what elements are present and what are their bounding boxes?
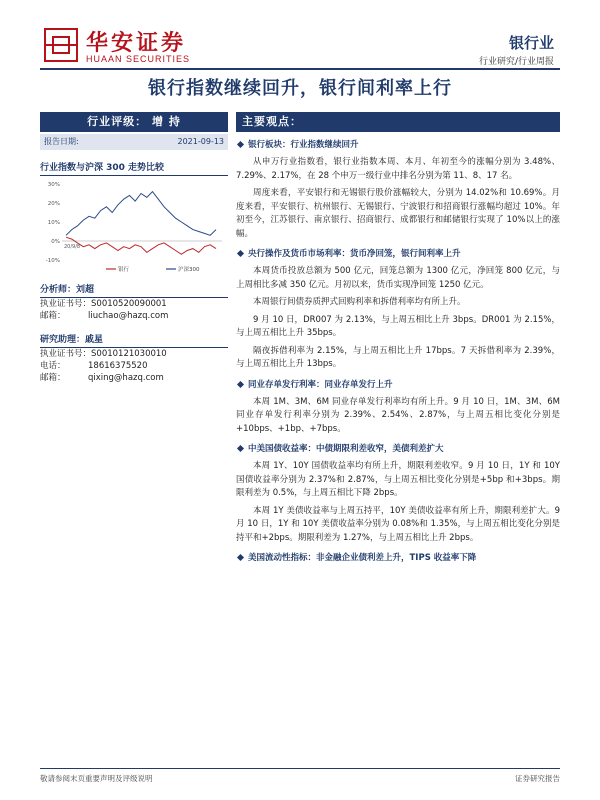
chart-svg	[40, 178, 228, 276]
paragraph: 本周 1Y 美债收益率与上周五持平，10Y 美债收益率有所上升，期限利差扩大。9 月 10 日，1Y 和 10Y 美债收益率分别为 0.08%和 1.35%，与上周五相比变化分别是持平和+2bps。期限利差为 1.27%，与上周五相比上升 2bps。	[236, 505, 560, 543]
section-bond-yield-title: 中美国债收益率：中债期限利差收窄，美债利差扩大	[248, 444, 444, 454]
industry-label: 银行业	[508, 34, 554, 52]
y-tick-label: 20%	[47, 201, 60, 207]
bullet-icon	[237, 250, 244, 257]
analyst-email-value[interactable]: liuchao@hazq.com	[88, 311, 169, 321]
section-us-liquidity	[236, 551, 560, 565]
viewpoints-heading: 主要观点：	[236, 112, 560, 132]
paragraph: 本周货币投放总额为 500 亿元，回笼总额为 1300 亿元，净回笼 800 亿元，与上周相比多减 350 亿元。月初以来，货币实现净回笼 1250 亿元。	[236, 266, 560, 290]
analyst-email	[40, 310, 228, 322]
section-central-bank	[236, 247, 560, 261]
y-tick-label: 0%	[51, 239, 60, 245]
section-us-liquidity-title: 美国流动性指标：非金融企业债利差上升，TIPS 收益率下降	[248, 553, 477, 563]
header-divider	[40, 68, 560, 70]
y-tick-label: 30%	[47, 182, 60, 188]
assistant-email	[40, 372, 228, 384]
section-bank-sector-title: 银行板块：行业指数继续回升	[248, 140, 359, 150]
y-tick-label: 10%	[47, 220, 60, 226]
index-chart	[40, 178, 228, 276]
assistant-email-key: 邮箱：	[40, 373, 66, 383]
assistant-license-key: 执业证书号：	[40, 349, 92, 359]
assistant-email-value[interactable]: qixing@hazq.com	[88, 373, 164, 383]
paragraph: 本周银行间债券质押式回购利率和拆借利率均有所上升。	[253, 297, 466, 307]
paragraph: 本周 1Y、10Y 国债收益率均有所上升，期限利差收窄。9 月 10 日，1Y 和 10Y 国债收益率分别为 2.37%和 2.87%，与上周五相比变化分别是+5bp 和+3bps。期限利差为 0.5%，与上周五相比下降 2bps。	[236, 461, 560, 498]
report-date-value: 2021-09-13	[177, 137, 224, 146]
x-tick-label: 20/9/8	[64, 244, 81, 250]
assistant-phone-value: 18616375520	[88, 361, 148, 371]
paragraph: 从申万行业指数看，银行业指数本周、本月、年初至今的涨幅分别为 3.48%、7.29%、2.17%，在 28 个申万一级行业中排名分别为第 11、8、17 名。	[236, 157, 560, 181]
sidebar	[40, 112, 228, 384]
logo-chinese: 华安证券	[86, 30, 187, 56]
logo-english: HUAAN SECURITIES	[86, 54, 191, 64]
assistant-license	[40, 348, 228, 360]
assistant-license-value: S0010121030010	[91, 349, 167, 359]
footer-label: 证券研究报告	[515, 774, 560, 783]
section-ncd	[236, 378, 560, 392]
assistant-phone	[40, 360, 228, 372]
bullet-icon	[237, 445, 244, 452]
analyst-license-value: S0010520090001	[91, 299, 167, 309]
paragraph: 隔夜拆借利率为 2.15%，与上周五相比上升 17bps。7 天拆借利率为 2.39%，与上周五相比上升 13bps。	[236, 345, 560, 369]
section-bond-yield	[236, 442, 560, 456]
assistant-phone-key: 电话：	[40, 361, 66, 371]
footer-divider	[40, 768, 560, 769]
paragraph: 本周 1M、3M、6M 同业存单发行利率均有所上升。9 月 10 日，1M、3M、6M 同业存单发行利率分别为 2.39%、2.54%、2.87%，与上周五相比变化分别是+10bps、+1bp、+7bps。	[236, 396, 560, 434]
logo-icon	[44, 28, 78, 62]
industry-rating: 行业评级： 增 持	[40, 112, 228, 132]
main-content	[236, 112, 560, 565]
legend-label: 沪深300	[178, 267, 200, 273]
analyst-license	[40, 298, 228, 310]
section-ncd-title: 同业存单发行利率：同业存单发行上升	[248, 379, 393, 390]
assistant-heading: 研究助理：戚星	[40, 332, 228, 348]
report-title: 银行指数继续回升，银行间利率上行	[148, 78, 452, 99]
chart-title: 行业指数与沪深 300 走势比较	[40, 160, 228, 176]
footer-disclaimer: 敬请参阅末页重要声明及评级说明	[40, 774, 153, 783]
bullet-icon	[237, 380, 244, 387]
analyst-heading: 分析师：刘超	[40, 282, 228, 298]
y-tick-label: -10%	[45, 258, 60, 264]
report-type: 行业研究/行业周报	[478, 57, 554, 67]
page-header	[0, 0, 600, 68]
series-line-沪深300	[66, 192, 216, 236]
legend-label: 银行	[118, 267, 130, 273]
section-central-bank-title: 央行操作及货币市场利率：货币净回笼，银行间利率上升	[248, 249, 461, 259]
bullet-icon	[237, 141, 244, 148]
analyst-license-key: 执业证书号：	[40, 299, 92, 309]
report-date-label: 报告日期:	[44, 137, 79, 146]
bullet-icon	[237, 554, 244, 561]
analyst-email-key: 邮箱：	[40, 311, 66, 321]
section-bank-sector	[236, 138, 560, 152]
series-line-银行	[66, 237, 216, 254]
report-date	[40, 134, 228, 150]
paragraph: 9 月 10 日，DR007 为 2.13%，与上周五相比上升 3bps。DR001 为 2.15%，与上周五相比上升 35bps。	[236, 314, 560, 338]
paragraph: 周度来看，平安银行和无锡银行股价涨幅较大，分别为 14.02%和 10.69%。月度来看，平安银行、杭州银行、无锡银行、宁波银行和招商银行涨幅均超过 10%。年初至今，江苏银行、南京银行、招商银行、成都银行和邮储银行实现了 10%以上的涨幅。	[236, 188, 560, 239]
